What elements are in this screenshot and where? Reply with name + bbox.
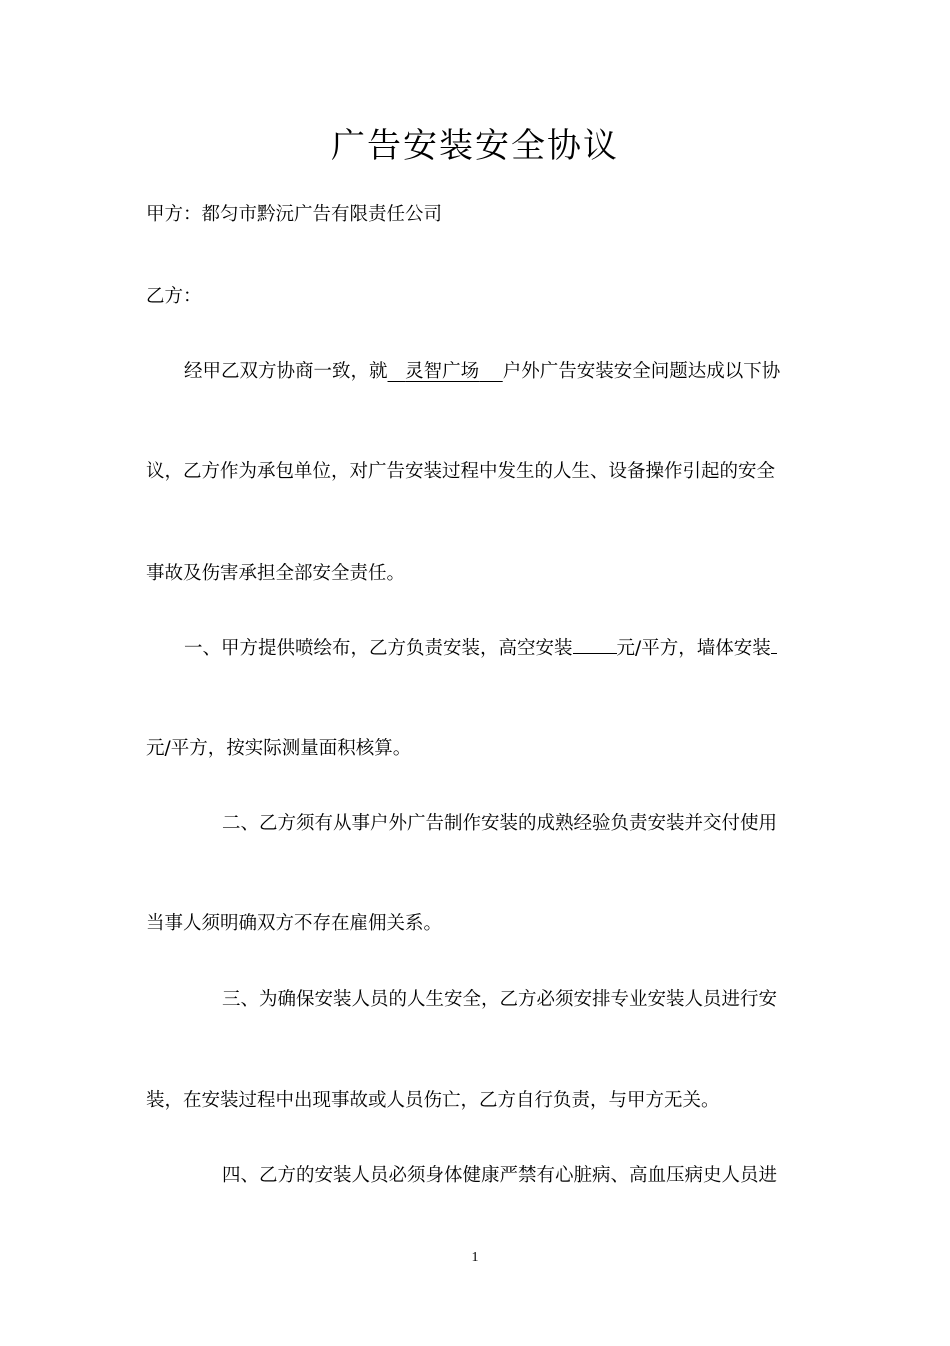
intro-location: 灵智广场 <box>405 361 480 382</box>
intro-location-underlined <box>388 361 503 382</box>
intro-text-before: 经甲乙双方协商一致，就 <box>184 361 388 382</box>
clause-2-line-1: 二、乙方须有从事户外广告制作安装的成熟经验负责安装并交付使用 <box>222 813 778 834</box>
document-title: 广告安装安全协议 <box>331 126 619 166</box>
high-altitude-price-blank <box>573 635 617 654</box>
party-a-label: 甲方： <box>146 204 202 225</box>
clause-2-line-2: 当事人须明确双方不存在雇佣关系。 <box>146 913 443 934</box>
clause-4-line-1: 四、乙方的安装人员必须身体健康严禁有心脏病、高血压病史人员进 <box>222 1165 778 1186</box>
intro-line-1 <box>184 359 780 385</box>
party-a-line <box>146 202 442 228</box>
clause-1-line-2: 元/平方，按实际测量面积核算。 <box>146 738 412 759</box>
intro-text-after: 户外广告安装安全问题达成以下协 <box>502 361 781 382</box>
clause-1-part-1: 一、甲方提供喷绘布，乙方负责安装，高空安装 <box>184 638 573 659</box>
page-number: 1 <box>471 1250 479 1265</box>
intro-line-3: 事故及伤害承担全部安全责任。 <box>146 563 406 584</box>
party-b-label: 乙方： <box>146 286 202 307</box>
clause-1-part-2: 元/平方，墙体安装 <box>616 638 771 659</box>
wall-price-blank <box>771 635 777 654</box>
party-b-line <box>146 284 202 310</box>
clause-3-line-1: 三、为确保安装人员的人生安全，乙方必须安排专业安装人员进行安 <box>222 989 778 1010</box>
party-a-name: 都匀市黔沅广告有限责任公司 <box>201 204 443 225</box>
clause-3-line-2: 装，在安装过程中出现事故或人员伤亡，乙方自行负责，与甲方无关。 <box>146 1090 720 1111</box>
intro-line-2: 议，乙方作为承包单位，对广告安装过程中发生的人生、设备操作引起的安全 <box>146 461 776 482</box>
clause-1-line-1 <box>184 635 777 662</box>
